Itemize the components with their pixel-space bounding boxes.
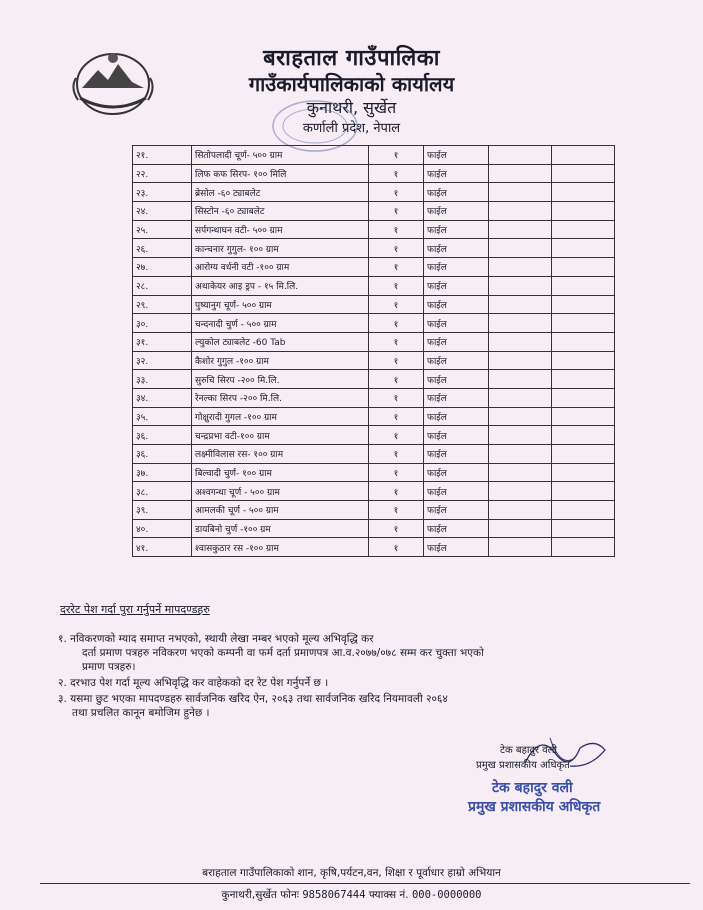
amount-cell	[552, 202, 615, 221]
fax-label: फ्याक्स नं.	[368, 889, 409, 901]
rate-cell	[489, 388, 552, 407]
row-number: ३१.	[133, 332, 192, 351]
item-quantity: १	[369, 388, 424, 407]
item-unit: फाईल	[424, 314, 489, 333]
row-number: ३६.	[133, 445, 192, 464]
item-unit: फाईल	[424, 164, 489, 183]
office-location: कुनाथरी, सुर्खेत	[306, 98, 397, 117]
criteria-item-2: २. दरभाउ पेश गर्दा मूल्य अभिवृद्धि कर वाहेकको दर रेट पेश गर्नुपर्ने छ ।	[58, 677, 329, 689]
row-number: ३०.	[133, 314, 192, 333]
amount-cell	[552, 482, 615, 501]
office-name: बराहताल गाउँपालिका	[263, 46, 440, 71]
row-number: ४०.	[133, 519, 192, 538]
criteria-line: दर्ता प्रमाण पत्रहरु नविकरण भएको कम्पनी वा फर्म दर्ता प्रमाणपत्र आ.व.२०७७/०७८ सम्म कर चुक्ता भएको	[82, 647, 484, 659]
row-number: ३४.	[133, 388, 192, 407]
rate-cell	[489, 463, 552, 482]
phone-number: 9858067444	[302, 889, 366, 901]
item-name: अथाकेयर आइ ड्रप - १५ मि.लि.	[192, 276, 369, 295]
item-unit: फाईल	[424, 258, 489, 277]
amount-cell	[552, 239, 615, 258]
row-number: ३७.	[133, 463, 192, 482]
rate-cell	[489, 164, 552, 183]
table-row	[133, 146, 615, 165]
item-quantity: १	[369, 314, 424, 333]
rate-cell	[489, 407, 552, 426]
amount-cell	[552, 370, 615, 389]
row-number: २९.	[133, 295, 192, 314]
rate-cell	[489, 351, 552, 370]
row-number: २५.	[133, 220, 192, 239]
table-row	[133, 202, 615, 221]
amount-cell	[552, 314, 615, 333]
criteria-item-1	[58, 632, 638, 674]
rate-cell	[489, 482, 552, 501]
item-quantity: १	[369, 445, 424, 464]
stamp-title: प्रमुख प्रशासकीय अधिकृत	[468, 799, 601, 815]
item-quantity: १	[369, 351, 424, 370]
criteria-line: प्रमाण पत्रहरु।	[82, 661, 136, 673]
table-row	[133, 463, 615, 482]
item-name: आरोग्य वर्धनी वटी -१०० ग्राम	[192, 258, 369, 277]
item-quantity: १	[369, 146, 424, 165]
amount-cell	[552, 258, 615, 277]
rate-cell	[489, 501, 552, 520]
rate-cell	[489, 445, 552, 464]
items-table	[132, 145, 615, 557]
rate-cell	[489, 519, 552, 538]
item-unit: फाईल	[424, 202, 489, 221]
row-number: २३.	[133, 183, 192, 202]
rate-cell	[489, 538, 552, 557]
row-number: ३९.	[133, 501, 192, 520]
item-quantity: १	[369, 239, 424, 258]
item-name: गोक्षुरादी गुगल -१०० ग्राम	[192, 407, 369, 426]
item-quantity: १	[369, 463, 424, 482]
row-number: ३२.	[133, 351, 192, 370]
amount-cell	[552, 146, 615, 165]
rate-cell	[489, 332, 552, 351]
item-name: चन्द्रप्रभा वटी-१०० ग्राम	[192, 426, 369, 445]
amount-cell	[552, 183, 615, 202]
item-unit: फाईल	[424, 445, 489, 464]
row-number: ३३.	[133, 370, 192, 389]
table-row	[133, 276, 615, 295]
item-name: लक्ष्मीविलास रस- १०० ग्राम	[192, 445, 369, 464]
item-name: चन्दनादी चुर्ण - ५०० ग्राम	[192, 314, 369, 333]
rate-cell	[489, 370, 552, 389]
rate-cell	[489, 258, 552, 277]
item-name: डायबिनो चुर्ण -१०० ग्रम	[192, 519, 369, 538]
item-name: ल्युकोल ट्याबलेट -60 Tab	[192, 332, 369, 351]
item-quantity: १	[369, 258, 424, 277]
item-name: कैशोर गुगुल -१०० ग्राम	[192, 351, 369, 370]
item-unit: फाईल	[424, 463, 489, 482]
row-number: २८.	[133, 276, 192, 295]
row-number: २६.	[133, 239, 192, 258]
table-row	[133, 314, 615, 333]
footer-divider	[40, 883, 690, 884]
contact-label: कुनाथरी,सुर्खेत फोनः	[221, 889, 299, 901]
item-unit: फाईल	[424, 538, 489, 557]
signatory-name: टेक बहादुर वली	[500, 745, 558, 756]
item-quantity: १	[369, 482, 424, 501]
amount-cell	[552, 463, 615, 482]
amount-cell	[552, 538, 615, 557]
amount-cell	[552, 426, 615, 445]
fax-number: 000-0000000	[411, 889, 482, 901]
row-number: २७.	[133, 258, 192, 277]
item-unit: फाईल	[424, 332, 489, 351]
row-number: ३८.	[133, 482, 192, 501]
table-row	[133, 426, 615, 445]
item-unit: फाईल	[424, 426, 489, 445]
item-name: सिस्टोन -६० ट्याबलेट	[192, 202, 369, 221]
amount-cell	[552, 220, 615, 239]
table-row	[133, 183, 615, 202]
item-unit: फाईल	[424, 370, 489, 389]
item-unit: फाईल	[424, 183, 489, 202]
amount-cell	[552, 519, 615, 538]
row-number: २४.	[133, 202, 192, 221]
table-row	[133, 538, 615, 557]
row-number: २१.	[133, 146, 192, 165]
item-name: सर्पगन्धाघन वटी- ५०० ग्राम	[192, 220, 369, 239]
item-name: सुरुचि सिरप -२०० मि.लि.	[192, 370, 369, 389]
item-quantity: १	[369, 164, 424, 183]
rate-cell	[489, 146, 552, 165]
item-quantity: १	[369, 370, 424, 389]
item-unit: फाईल	[424, 239, 489, 258]
table-row	[133, 482, 615, 501]
table-row	[133, 370, 615, 389]
amount-cell	[552, 295, 615, 314]
rate-cell	[489, 276, 552, 295]
table-row	[133, 407, 615, 426]
office-province: कर्णाली प्रदेश, नेपाल	[302, 121, 401, 136]
item-name: बिल्वादी चुर्ण- १०० ग्राम	[192, 463, 369, 482]
amount-cell	[552, 164, 615, 183]
item-unit: फाईल	[424, 407, 489, 426]
table-row	[133, 258, 615, 277]
item-unit: फाईल	[424, 501, 489, 520]
item-name: पुष्यानुग चूर्ण- ५०० ग्राम	[192, 295, 369, 314]
amount-cell	[552, 388, 615, 407]
item-unit: फाईल	[424, 295, 489, 314]
item-unit: फाईल	[424, 276, 489, 295]
rate-cell	[489, 426, 552, 445]
item-unit: फाईल	[424, 519, 489, 538]
table-row	[133, 501, 615, 520]
amount-cell	[552, 445, 615, 464]
item-quantity: १	[369, 407, 424, 426]
amount-cell	[552, 351, 615, 370]
footer-slogan: बराहताल गाउँपालिकाको शान, कृषि,पर्यटन,वन, शिक्षा र पूर्वाधार हाम्रो अभियान	[202, 867, 501, 879]
item-quantity: १	[369, 183, 424, 202]
table-row	[133, 220, 615, 239]
table-row	[133, 164, 615, 183]
amount-cell	[552, 407, 615, 426]
item-quantity: १	[369, 501, 424, 520]
rate-cell	[489, 183, 552, 202]
item-name: सितोपलादी चूर्ण- ५०० ग्राम	[192, 146, 369, 165]
item-name: श्वासकुठार रस -१०० ग्राम	[192, 538, 369, 557]
table-row	[133, 519, 615, 538]
criteria-line: ३. यसमा छुट भएका मापदण्डहरु सार्वजनिक खरिद ऐन, २०६३ तथा सार्वजनिक खरिद नियमावली २०६४	[58, 693, 448, 705]
row-number: ३६.	[133, 426, 192, 445]
amount-cell	[552, 501, 615, 520]
row-number: ३५.	[133, 407, 192, 426]
table-row	[133, 351, 615, 370]
item-name: रेनल्का सिरप -२०० मि.लि.	[192, 388, 369, 407]
item-quantity: १	[369, 220, 424, 239]
footer-contact	[0, 888, 703, 902]
item-name: लिफ कफ सिरप- १०० मिलि	[192, 164, 369, 183]
item-name: ब्रेसोल -६० ट्याबलेट	[192, 183, 369, 202]
office-subtitle: गाउँकार्यपालिकाको कार्यालय	[248, 72, 455, 96]
amount-cell	[552, 276, 615, 295]
rate-cell	[489, 314, 552, 333]
item-unit: फाईल	[424, 351, 489, 370]
table-row	[133, 445, 615, 464]
criteria-line: तथा प्रचलित कानून बमोजिम हुनेछ ।	[72, 707, 210, 719]
amount-cell	[552, 332, 615, 351]
rate-cell	[489, 239, 552, 258]
item-quantity: १	[369, 426, 424, 445]
rate-cell	[489, 295, 552, 314]
item-unit: फाईल	[424, 220, 489, 239]
item-unit: फाईल	[424, 482, 489, 501]
item-quantity: १	[369, 202, 424, 221]
stamp-name: टेक बहादुर वली	[492, 780, 573, 796]
table-row	[133, 239, 615, 258]
criteria-title: दररेट पेश गर्दा पुरा गर्नुपर्ने मापदण्डहरु	[60, 603, 210, 616]
item-quantity: १	[369, 295, 424, 314]
item-quantity: १	[369, 332, 424, 351]
row-number: ४१.	[133, 538, 192, 557]
item-name: कान्चनार गुगुल- १०० ग्राम	[192, 239, 369, 258]
signatory-title: प्रमुख प्रशासकीय अधिकृत	[476, 760, 570, 771]
item-name: अश्वगन्धा चूर्ण - ५०० ग्राम	[192, 482, 369, 501]
criteria-item-3	[58, 692, 638, 720]
criteria-line: १. नविकरणको म्याद समाप्त नभएको, स्थायी लेखा नम्बर भएको मूल्य अभिवृद्धि कर	[58, 633, 374, 645]
table-row	[133, 388, 615, 407]
table-row	[133, 295, 615, 314]
item-unit: फाईल	[424, 388, 489, 407]
item-quantity: १	[369, 538, 424, 557]
table-row	[133, 332, 615, 351]
row-number: २२.	[133, 164, 192, 183]
rate-cell	[489, 202, 552, 221]
item-unit: फाईल	[424, 146, 489, 165]
item-quantity: १	[369, 519, 424, 538]
item-quantity: १	[369, 276, 424, 295]
rate-cell	[489, 220, 552, 239]
item-name: आमलकी चूर्ण - ५०० ग्राम	[192, 501, 369, 520]
